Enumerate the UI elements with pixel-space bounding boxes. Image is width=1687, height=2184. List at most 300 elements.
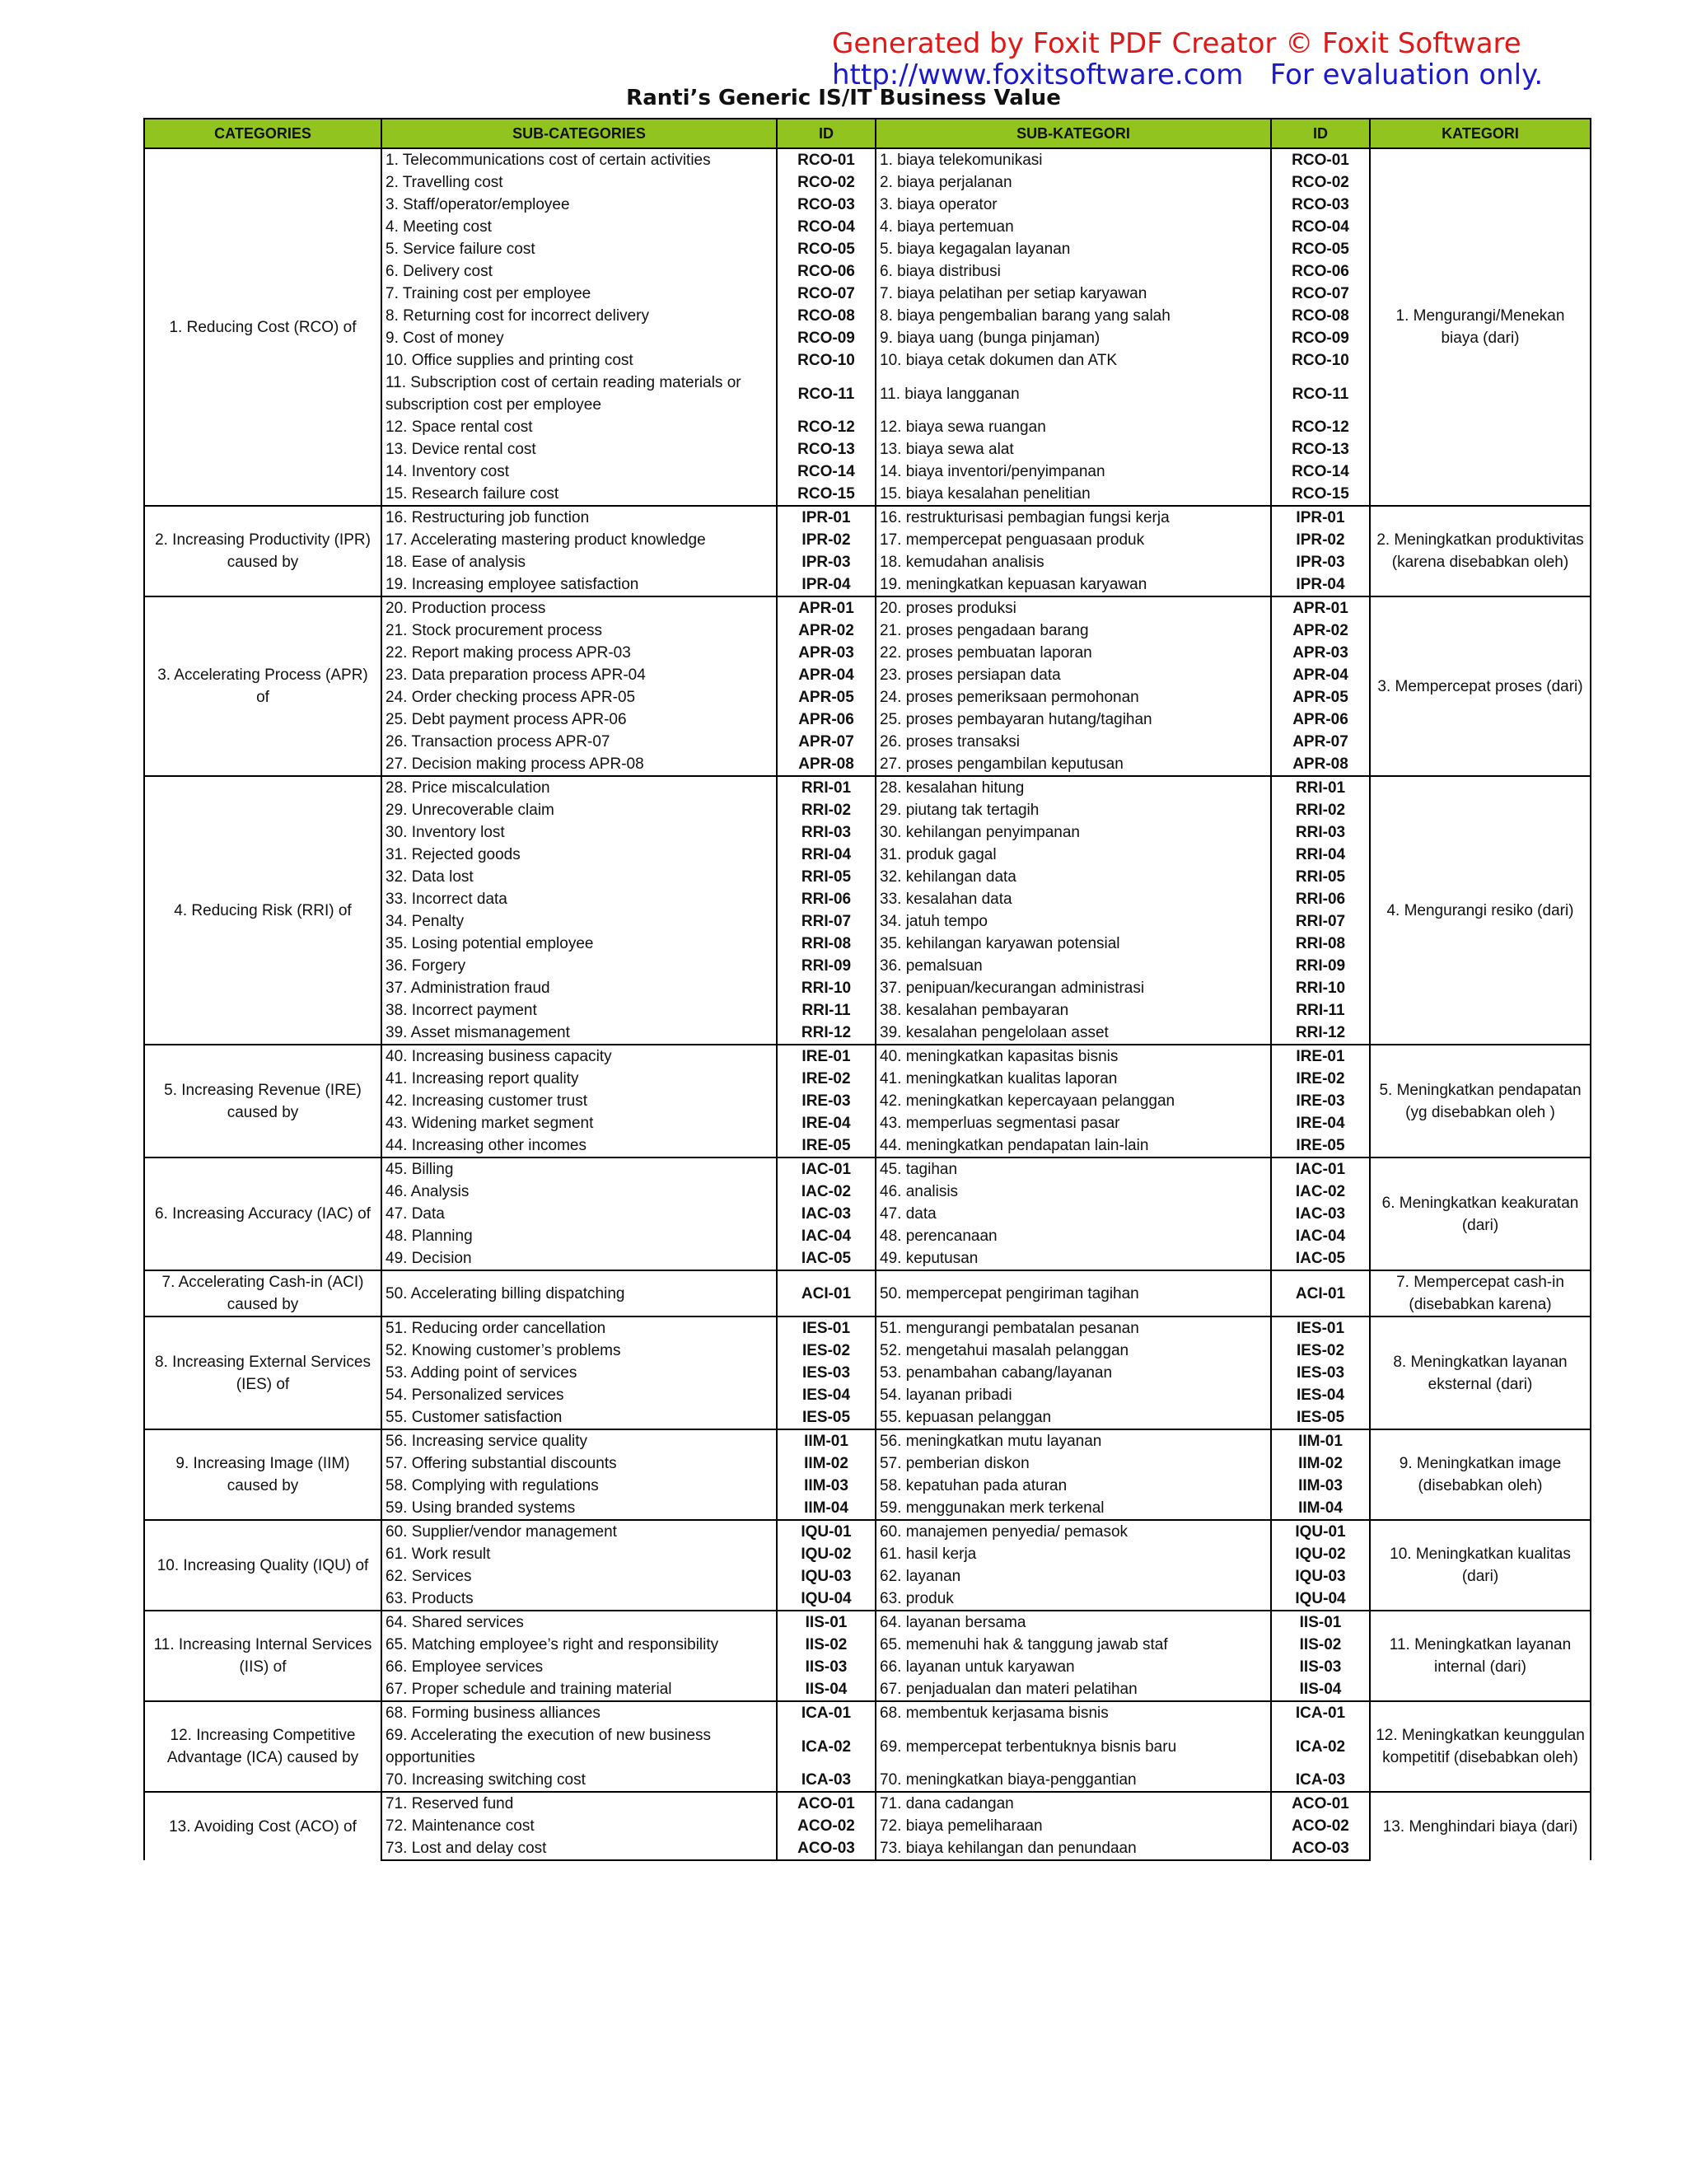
sub-kategori-cell: 1. biaya telekomunikasi <box>876 148 1271 171</box>
sub-category-id-cell: RCO-13 <box>777 438 876 461</box>
sub-kategori-id-cell: IIM-03 <box>1271 1475 1370 1497</box>
sub-kategori-id-cell: IRE-04 <box>1271 1112 1370 1134</box>
sub-kategori-cell: 3. biaya operator <box>876 194 1271 216</box>
sub-kategori-cell: 53. penambahan cabang/layanan <box>876 1362 1271 1384</box>
sub-kategori-id-cell: ACI-01 <box>1271 1270 1370 1316</box>
sub-kategori-id-cell: IQU-03 <box>1271 1565 1370 1588</box>
sub-category-id-cell: IES-01 <box>777 1316 876 1340</box>
sub-category-cell: 16. Restructuring job function <box>381 506 777 529</box>
sub-category-cell: 60. Supplier/vendor management <box>381 1520 777 1543</box>
sub-category-cell: 67. Proper schedule and training material <box>381 1678 777 1701</box>
sub-kategori-id-cell: IIS-02 <box>1271 1634 1370 1656</box>
sub-category-cell: 70. Increasing switching cost <box>381 1769 777 1792</box>
sub-category-cell: 6. Delivery cost <box>381 260 777 283</box>
sub-kategori-id-cell: IPR-03 <box>1271 551 1370 573</box>
sub-kategori-cell: 48. perencanaan <box>876 1225 1271 1247</box>
sub-kategori-cell: 61. hasil kerja <box>876 1543 1271 1565</box>
sub-category-cell: 5. Service failure cost <box>381 238 777 260</box>
sub-kategori-cell: 21. proses pengadaan barang <box>876 620 1271 642</box>
sub-category-cell: 71. Reserved fund <box>381 1792 777 1815</box>
sub-category-id-cell: ACO-03 <box>777 1837 876 1860</box>
sub-kategori-id-cell: RCO-04 <box>1271 216 1370 238</box>
sub-category-id-cell: RCO-08 <box>777 305 876 327</box>
sub-kategori-id-cell: IES-05 <box>1271 1406 1370 1429</box>
sub-category-cell: 34. Penalty <box>381 910 777 933</box>
sub-category-id-cell: APR-04 <box>777 664 876 686</box>
sub-category-cell: 3. Staff/operator/employee <box>381 194 777 216</box>
sub-category-cell: 52. Knowing customer’s problems <box>381 1340 777 1362</box>
category-cell: 11. Increasing Internal Services (IIS) of <box>144 1611 381 1701</box>
category-cell: 2. Increasing Productivity (IPR) caused by <box>144 506 381 596</box>
sub-category-id-cell: RRI-06 <box>777 888 876 910</box>
sub-kategori-cell: 43. memperluas segmentasi pasar <box>876 1112 1271 1134</box>
sub-category-id-cell: ICA-01 <box>777 1701 876 1724</box>
sub-kategori-id-cell: IAC-02 <box>1271 1181 1370 1203</box>
sub-category-id-cell: RRI-12 <box>777 1022 876 1045</box>
sub-kategori-id-cell: RCO-07 <box>1271 283 1370 305</box>
sub-category-cell: 24. Order checking process APR-05 <box>381 686 777 709</box>
sub-kategori-cell: 36. pemalsuan <box>876 955 1271 977</box>
kategori-cell: 1. Mengurangi/Menekan biaya (dari) <box>1370 148 1591 506</box>
header-kategori: KATEGORI <box>1370 119 1591 148</box>
sub-kategori-id-cell: IIM-04 <box>1271 1497 1370 1520</box>
table-row <box>144 1429 1591 1452</box>
sub-kategori-cell: 40. meningkatkan kapasitas bisnis <box>876 1045 1271 1068</box>
sub-kategori-cell: 42. meningkatkan kepercayaan pelanggan <box>876 1090 1271 1112</box>
sub-category-id-cell: IES-05 <box>777 1406 876 1429</box>
kategori-cell: 10. Meningkatkan kualitas (dari) <box>1370 1520 1591 1611</box>
sub-category-id-cell: IRE-05 <box>777 1134 876 1157</box>
sub-kategori-cell: 6. biaya distribusi <box>876 260 1271 283</box>
sub-kategori-cell: 57. pemberian diskon <box>876 1452 1271 1475</box>
sub-kategori-cell: 44. meningkatkan pendapatan lain-lain <box>876 1134 1271 1157</box>
sub-kategori-id-cell: IAC-04 <box>1271 1225 1370 1247</box>
sub-kategori-id-cell: RCO-08 <box>1271 305 1370 327</box>
sub-kategori-cell: 30. kehilangan penyimpanan <box>876 821 1271 844</box>
sub-kategori-cell: 26. proses transaksi <box>876 731 1271 753</box>
sub-kategori-id-cell: RCO-09 <box>1271 327 1370 349</box>
sub-category-cell: 33. Incorrect data <box>381 888 777 910</box>
sub-kategori-id-cell: RRI-09 <box>1271 955 1370 977</box>
sub-category-cell: 39. Asset mismanagement <box>381 1022 777 1045</box>
sub-category-cell: 49. Decision <box>381 1247 777 1270</box>
sub-category-id-cell: RRI-01 <box>777 776 876 799</box>
sub-kategori-cell: 2. biaya perjalanan <box>876 171 1271 194</box>
sub-kategori-id-cell: RRI-05 <box>1271 866 1370 888</box>
sub-category-id-cell: APR-06 <box>777 709 876 731</box>
sub-category-id-cell: RRI-07 <box>777 910 876 933</box>
table-row <box>144 506 1591 529</box>
sub-kategori-id-cell: RRI-04 <box>1271 844 1370 866</box>
sub-category-cell: 35. Losing potential employee <box>381 933 777 955</box>
sub-category-cell: 72. Maintenance cost <box>381 1815 777 1837</box>
sub-category-cell: 58. Complying with regulations <box>381 1475 777 1497</box>
sub-category-cell: 23. Data preparation process APR-04 <box>381 664 777 686</box>
sub-kategori-id-cell: RRI-06 <box>1271 888 1370 910</box>
sub-kategori-cell: 39. kesalahan pengelolaan asset <box>876 1022 1271 1045</box>
sub-category-cell: 73. Lost and delay cost <box>381 1837 777 1860</box>
sub-category-cell: 18. Ease of analysis <box>381 551 777 573</box>
kategori-cell: 3. Mempercepat proses (dari) <box>1370 596 1591 776</box>
sub-kategori-cell: 47. data <box>876 1203 1271 1225</box>
sub-category-id-cell: ACO-02 <box>777 1815 876 1837</box>
kategori-cell: 8. Meningkatkan layanan eksternal (dari) <box>1370 1316 1591 1429</box>
sub-kategori-id-cell: IPR-04 <box>1271 573 1370 596</box>
sub-category-cell: 68. Forming business alliances <box>381 1701 777 1724</box>
table-row <box>144 1792 1591 1815</box>
sub-category-id-cell: RCO-04 <box>777 216 876 238</box>
sub-kategori-id-cell: APR-01 <box>1271 596 1370 620</box>
sub-category-id-cell: IAC-05 <box>777 1247 876 1270</box>
sub-category-id-cell: IQU-01 <box>777 1520 876 1543</box>
sub-category-cell: 66. Employee services <box>381 1656 777 1678</box>
category-cell: 7. Accelerating Cash-in (ACI) caused by <box>144 1270 381 1316</box>
sub-kategori-cell: 13. biaya sewa alat <box>876 438 1271 461</box>
sub-kategori-cell: 34. jatuh tempo <box>876 910 1271 933</box>
watermark-line-1: Generated by Foxit PDF Creator © Foxit Software <box>832 27 1521 60</box>
sub-category-id-cell: RRI-05 <box>777 866 876 888</box>
sub-category-id-cell: RRI-02 <box>777 799 876 821</box>
sub-category-cell: 10. Office supplies and printing cost <box>381 349 777 372</box>
sub-category-id-cell: ICA-02 <box>777 1724 876 1769</box>
sub-kategori-id-cell: APR-07 <box>1271 731 1370 753</box>
kategori-cell: 2. Meningkatkan produktivitas (karena disebabkan oleh) <box>1370 506 1591 596</box>
sub-kategori-cell: 59. menggunakan merk terkenal <box>876 1497 1271 1520</box>
sub-category-cell: 15. Research failure cost <box>381 483 777 506</box>
sub-kategori-id-cell: RRI-08 <box>1271 933 1370 955</box>
category-cell: 12. Increasing Competitive Advantage (ICA) caused by <box>144 1701 381 1792</box>
sub-category-id-cell: IQU-03 <box>777 1565 876 1588</box>
sub-category-cell: 55. Customer satisfaction <box>381 1406 777 1429</box>
sub-category-id-cell: APR-08 <box>777 753 876 776</box>
sub-kategori-cell: 54. layanan pribadi <box>876 1384 1271 1406</box>
sub-category-cell: 11. Subscription cost of certain reading materials or subscription cost per employee <box>381 372 777 416</box>
sub-kategori-cell: 46. analisis <box>876 1181 1271 1203</box>
sub-category-id-cell: RCO-10 <box>777 349 876 372</box>
sub-category-cell: 14. Inventory cost <box>381 461 777 483</box>
sub-kategori-cell: 68. membentuk kerjasama bisnis <box>876 1701 1271 1724</box>
category-cell: 3. Accelerating Process (APR) of <box>144 596 381 776</box>
sub-kategori-cell: 22. proses pembuatan laporan <box>876 642 1271 664</box>
sub-kategori-cell: 8. biaya pengembalian barang yang salah <box>876 305 1271 327</box>
sub-category-id-cell: IAC-04 <box>777 1225 876 1247</box>
sub-kategori-id-cell: RRI-02 <box>1271 799 1370 821</box>
sub-category-id-cell: IIS-01 <box>777 1611 876 1634</box>
table-row <box>144 1316 1591 1340</box>
sub-category-id-cell: ICA-03 <box>777 1769 876 1792</box>
sub-kategori-id-cell: APR-08 <box>1271 753 1370 776</box>
sub-category-cell: 41. Increasing report quality <box>381 1068 777 1090</box>
kategori-cell: 4. Mengurangi resiko (dari) <box>1370 776 1591 1045</box>
sub-category-id-cell: ACI-01 <box>777 1270 876 1316</box>
table-row <box>144 1701 1591 1724</box>
sub-kategori-cell: 10. biaya cetak dokumen dan ATK <box>876 349 1271 372</box>
sub-kategori-cell: 37. penipuan/kecurangan administrasi <box>876 977 1271 999</box>
sub-category-cell: 17. Accelerating mastering product knowledge <box>381 529 777 551</box>
sub-kategori-cell: 19. meningkatkan kepuasan karyawan <box>876 573 1271 596</box>
table-body <box>144 148 1591 1860</box>
sub-kategori-id-cell: IIS-01 <box>1271 1611 1370 1634</box>
sub-kategori-cell: 50. mempercepat pengiriman tagihan <box>876 1270 1271 1316</box>
sub-kategori-id-cell: APR-03 <box>1271 642 1370 664</box>
sub-kategori-id-cell: ICA-02 <box>1271 1724 1370 1769</box>
sub-kategori-id-cell: RCO-15 <box>1271 483 1370 506</box>
sub-category-cell: 12. Space rental cost <box>381 416 777 438</box>
sub-kategori-cell: 25. proses pembayaran hutang/tagihan <box>876 709 1271 731</box>
sub-kategori-cell: 65. memenuhi hak & tanggung jawab staf <box>876 1634 1271 1656</box>
sub-category-id-cell: RCO-01 <box>777 148 876 171</box>
sub-category-id-cell: IPR-02 <box>777 529 876 551</box>
sub-category-cell: 65. Matching employee’s right and responsibility <box>381 1634 777 1656</box>
sub-kategori-id-cell: RCO-11 <box>1271 372 1370 416</box>
sub-kategori-cell: 72. biaya pemeliharaan <box>876 1815 1271 1837</box>
sub-category-cell: 45. Billing <box>381 1157 777 1181</box>
sub-category-id-cell: RRI-09 <box>777 955 876 977</box>
sub-category-id-cell: RRI-08 <box>777 933 876 955</box>
sub-category-cell: 20. Production process <box>381 596 777 620</box>
table-row <box>144 776 1591 799</box>
sub-kategori-id-cell: RCO-12 <box>1271 416 1370 438</box>
sub-kategori-id-cell: IPR-01 <box>1271 506 1370 529</box>
category-cell: 5. Increasing Revenue (IRE) caused by <box>144 1045 381 1157</box>
sub-category-id-cell: RCO-02 <box>777 171 876 194</box>
header-categories: CATEGORIES <box>144 119 381 148</box>
sub-kategori-cell: 29. piutang tak tertagih <box>876 799 1271 821</box>
sub-kategori-cell: 18. kemudahan analisis <box>876 551 1271 573</box>
sub-kategori-cell: 12. biaya sewa ruangan <box>876 416 1271 438</box>
sub-category-cell: 36. Forgery <box>381 955 777 977</box>
sub-category-cell: 37. Administration fraud <box>381 977 777 999</box>
sub-category-id-cell: APR-02 <box>777 620 876 642</box>
sub-kategori-id-cell: RRI-11 <box>1271 999 1370 1022</box>
sub-kategori-cell: 35. kehilangan karyawan potensial <box>876 933 1271 955</box>
sub-kategori-cell: 73. biaya kehilangan dan penundaan <box>876 1837 1271 1860</box>
sub-kategori-cell: 71. dana cadangan <box>876 1792 1271 1815</box>
sub-kategori-cell: 66. layanan untuk karyawan <box>876 1656 1271 1678</box>
sub-kategori-id-cell: IRE-01 <box>1271 1045 1370 1068</box>
sub-kategori-cell: 52. mengetahui masalah pelanggan <box>876 1340 1271 1362</box>
sub-category-cell: 32. Data lost <box>381 866 777 888</box>
kategori-cell: 5. Meningkatkan pendapatan (yg disebabkan oleh ) <box>1370 1045 1591 1157</box>
sub-kategori-id-cell: IAC-03 <box>1271 1203 1370 1225</box>
sub-category-id-cell: IRE-01 <box>777 1045 876 1068</box>
sub-category-cell: 19. Increasing employee satisfaction <box>381 573 777 596</box>
sub-category-id-cell: APR-07 <box>777 731 876 753</box>
sub-kategori-cell: 9. biaya uang (bunga pinjaman) <box>876 327 1271 349</box>
kategori-cell: 6. Meningkatkan keakuratan (dari) <box>1370 1157 1591 1270</box>
sub-kategori-cell: 11. biaya langganan <box>876 372 1271 416</box>
sub-category-id-cell: IIM-04 <box>777 1497 876 1520</box>
sub-kategori-id-cell: RCO-06 <box>1271 260 1370 283</box>
sub-category-cell: 54. Personalized services <box>381 1384 777 1406</box>
sub-kategori-id-cell: IIM-02 <box>1271 1452 1370 1475</box>
sub-kategori-cell: 7. biaya pelatihan per setiap karyawan <box>876 283 1271 305</box>
sub-kategori-id-cell: APR-06 <box>1271 709 1370 731</box>
sub-kategori-cell: 55. kepuasan pelanggan <box>876 1406 1271 1429</box>
table-row <box>144 1157 1591 1181</box>
kategori-cell: 13. Menghindari biaya (dari) <box>1370 1792 1591 1860</box>
sub-category-cell: 42. Increasing customer trust <box>381 1090 777 1112</box>
sub-kategori-id-cell: RCO-02 <box>1271 171 1370 194</box>
sub-kategori-cell: 62. layanan <box>876 1565 1271 1588</box>
kategori-cell: 12. Meningkatkan keunggulan kompetitif (disebabkan oleh) <box>1370 1701 1591 1792</box>
sub-category-cell: 25. Debt payment process APR-06 <box>381 709 777 731</box>
sub-category-id-cell: IPR-03 <box>777 551 876 573</box>
sub-kategori-id-cell: ACO-01 <box>1271 1792 1370 1815</box>
sub-category-cell: 27. Decision making process APR-08 <box>381 753 777 776</box>
sub-category-id-cell: RRI-03 <box>777 821 876 844</box>
sub-category-id-cell: RCO-05 <box>777 238 876 260</box>
sub-category-cell: 7. Training cost per employee <box>381 283 777 305</box>
sub-category-id-cell: APR-03 <box>777 642 876 664</box>
sub-kategori-cell: 41. meningkatkan kualitas laporan <box>876 1068 1271 1090</box>
sub-category-cell: 30. Inventory lost <box>381 821 777 844</box>
sub-kategori-cell: 51. mengurangi pembatalan pesanan <box>876 1316 1271 1340</box>
table-row <box>144 1270 1591 1316</box>
sub-kategori-cell: 23. proses persiapan data <box>876 664 1271 686</box>
category-cell: 9. Increasing Image (IIM) caused by <box>144 1429 381 1520</box>
sub-category-id-cell: RCO-11 <box>777 372 876 416</box>
sub-kategori-cell: 69. mempercepat terbentuknya bisnis baru <box>876 1724 1271 1769</box>
sub-kategori-id-cell: RRI-07 <box>1271 910 1370 933</box>
sub-kategori-id-cell: IES-03 <box>1271 1362 1370 1384</box>
sub-kategori-cell: 20. proses produksi <box>876 596 1271 620</box>
sub-kategori-cell: 5. biaya kegagalan layanan <box>876 238 1271 260</box>
sub-kategori-cell: 45. tagihan <box>876 1157 1271 1181</box>
sub-category-id-cell: IQU-02 <box>777 1543 876 1565</box>
sub-kategori-cell: 28. kesalahan hitung <box>876 776 1271 799</box>
sub-kategori-cell: 38. kesalahan pembayaran <box>876 999 1271 1022</box>
sub-kategori-cell: 64. layanan bersama <box>876 1611 1271 1634</box>
sub-category-cell: 63. Products <box>381 1588 777 1611</box>
sub-category-id-cell: IIM-01 <box>777 1429 876 1452</box>
sub-category-cell: 21. Stock procurement process <box>381 620 777 642</box>
sub-kategori-id-cell: IQU-01 <box>1271 1520 1370 1543</box>
header-id: ID <box>777 119 876 148</box>
sub-category-cell: 46. Analysis <box>381 1181 777 1203</box>
sub-kategori-cell: 24. proses pemeriksaan permohonan <box>876 686 1271 709</box>
sub-kategori-id-cell: IRE-05 <box>1271 1134 1370 1157</box>
header-sub-kategori: SUB-KATEGORI <box>876 119 1271 148</box>
category-cell: 6. Increasing Accuracy (IAC) of <box>144 1157 381 1270</box>
evaluation-watermark <box>832 28 1573 91</box>
header-sub-categories: SUB-CATEGORIES <box>381 119 777 148</box>
sub-category-id-cell: RRI-04 <box>777 844 876 866</box>
sub-category-id-cell: RCO-12 <box>777 416 876 438</box>
sub-category-id-cell: RCO-03 <box>777 194 876 216</box>
sub-category-cell: 2. Travelling cost <box>381 171 777 194</box>
sub-kategori-id-cell: IES-01 <box>1271 1316 1370 1340</box>
sub-kategori-cell: 58. kepatuhan pada aturan <box>876 1475 1271 1497</box>
sub-kategori-id-cell: IPR-02 <box>1271 529 1370 551</box>
sub-kategori-id-cell: RCO-01 <box>1271 148 1370 171</box>
business-value-table <box>143 118 1591 1861</box>
sub-category-id-cell: IRE-03 <box>777 1090 876 1112</box>
sub-category-cell: 53. Adding point of services <box>381 1362 777 1384</box>
header-id-2: ID <box>1271 119 1370 148</box>
sub-category-cell: 43. Widening market segment <box>381 1112 777 1134</box>
sub-kategori-id-cell: IIM-01 <box>1271 1429 1370 1452</box>
sub-category-id-cell: RCO-07 <box>777 283 876 305</box>
sub-kategori-id-cell: IIS-03 <box>1271 1656 1370 1678</box>
sub-kategori-id-cell: RCO-10 <box>1271 349 1370 372</box>
sub-category-id-cell: IES-02 <box>777 1340 876 1362</box>
sub-kategori-cell: 70. meningkatkan biaya-penggantian <box>876 1769 1271 1792</box>
sub-kategori-cell: 32. kehilangan data <box>876 866 1271 888</box>
sub-kategori-id-cell: ICA-01 <box>1271 1701 1370 1724</box>
sub-category-id-cell: ACO-01 <box>777 1792 876 1815</box>
sub-kategori-cell: 67. penjadualan dan materi pelatihan <box>876 1678 1271 1701</box>
sub-category-id-cell: RRI-11 <box>777 999 876 1022</box>
sub-category-id-cell: RCO-15 <box>777 483 876 506</box>
sub-kategori-cell: 27. proses pengambilan keputusan <box>876 753 1271 776</box>
sub-kategori-id-cell: RCO-14 <box>1271 461 1370 483</box>
sub-category-cell: 29. Unrecoverable claim <box>381 799 777 821</box>
sub-kategori-cell: 16. restrukturisasi pembagian fungsi kerja <box>876 506 1271 529</box>
sub-kategori-id-cell: APR-02 <box>1271 620 1370 642</box>
sub-category-id-cell: APR-01 <box>777 596 876 620</box>
category-cell: 4. Reducing Risk (RRI) of <box>144 776 381 1045</box>
sub-category-cell: 22. Report making process APR-03 <box>381 642 777 664</box>
sub-kategori-id-cell: RRI-03 <box>1271 821 1370 844</box>
sub-kategori-id-cell: IQU-02 <box>1271 1543 1370 1565</box>
sub-category-cell: 61. Work result <box>381 1543 777 1565</box>
sub-category-id-cell: IPR-04 <box>777 573 876 596</box>
sub-kategori-id-cell: RCO-05 <box>1271 238 1370 260</box>
sub-kategori-cell: 60. manajemen penyedia/ pemasok <box>876 1520 1271 1543</box>
sub-category-id-cell: RRI-10 <box>777 977 876 999</box>
table-row <box>144 596 1591 620</box>
kategori-cell: 7. Mempercepat cash-in (disebabkan karena) <box>1370 1270 1591 1316</box>
sub-kategori-cell: 56. meningkatkan mutu layanan <box>876 1429 1271 1452</box>
sub-kategori-id-cell: IQU-04 <box>1271 1588 1370 1611</box>
category-cell: 13. Avoiding Cost (ACO) of <box>144 1792 381 1860</box>
sub-kategori-id-cell: ACO-02 <box>1271 1815 1370 1837</box>
sub-kategori-id-cell: ICA-03 <box>1271 1769 1370 1792</box>
sub-category-id-cell: IPR-01 <box>777 506 876 529</box>
sub-category-cell: 1. Telecommunications cost of certain activities <box>381 148 777 171</box>
sub-category-id-cell: IQU-04 <box>777 1588 876 1611</box>
sub-category-id-cell: IAC-03 <box>777 1203 876 1225</box>
table-row <box>144 1611 1591 1634</box>
sub-kategori-id-cell: IRE-03 <box>1271 1090 1370 1112</box>
table-header-row <box>144 119 1591 148</box>
sub-category-id-cell: IRE-02 <box>777 1068 876 1090</box>
sub-kategori-cell: 31. produk gagal <box>876 844 1271 866</box>
sub-category-cell: 56. Increasing service quality <box>381 1429 777 1452</box>
document-title: Ranti’s Generic IS/IT Business Value <box>626 86 1061 110</box>
sub-category-id-cell: IIS-04 <box>777 1678 876 1701</box>
sub-category-id-cell: IIS-02 <box>777 1634 876 1656</box>
sub-category-cell: 62. Services <box>381 1565 777 1588</box>
sub-kategori-cell: 33. kesalahan data <box>876 888 1271 910</box>
sub-category-id-cell: IRE-04 <box>777 1112 876 1134</box>
table-row <box>144 148 1591 171</box>
sub-category-id-cell: IIM-02 <box>777 1452 876 1475</box>
sub-kategori-id-cell: RCO-03 <box>1271 194 1370 216</box>
sub-category-cell: 57. Offering substantial discounts <box>381 1452 777 1475</box>
sub-category-id-cell: IES-04 <box>777 1384 876 1406</box>
sub-category-id-cell: IAC-02 <box>777 1181 876 1203</box>
sub-category-id-cell: IIM-03 <box>777 1475 876 1497</box>
sub-kategori-cell: 15. biaya kesalahan penelitian <box>876 483 1271 506</box>
sub-category-id-cell: IIS-03 <box>777 1656 876 1678</box>
sub-kategori-id-cell: ACO-03 <box>1271 1837 1370 1860</box>
sub-category-cell: 59. Using branded systems <box>381 1497 777 1520</box>
sub-kategori-id-cell: IES-02 <box>1271 1340 1370 1362</box>
sub-category-cell: 64. Shared services <box>381 1611 777 1634</box>
sub-category-cell: 51. Reducing order cancellation <box>381 1316 777 1340</box>
